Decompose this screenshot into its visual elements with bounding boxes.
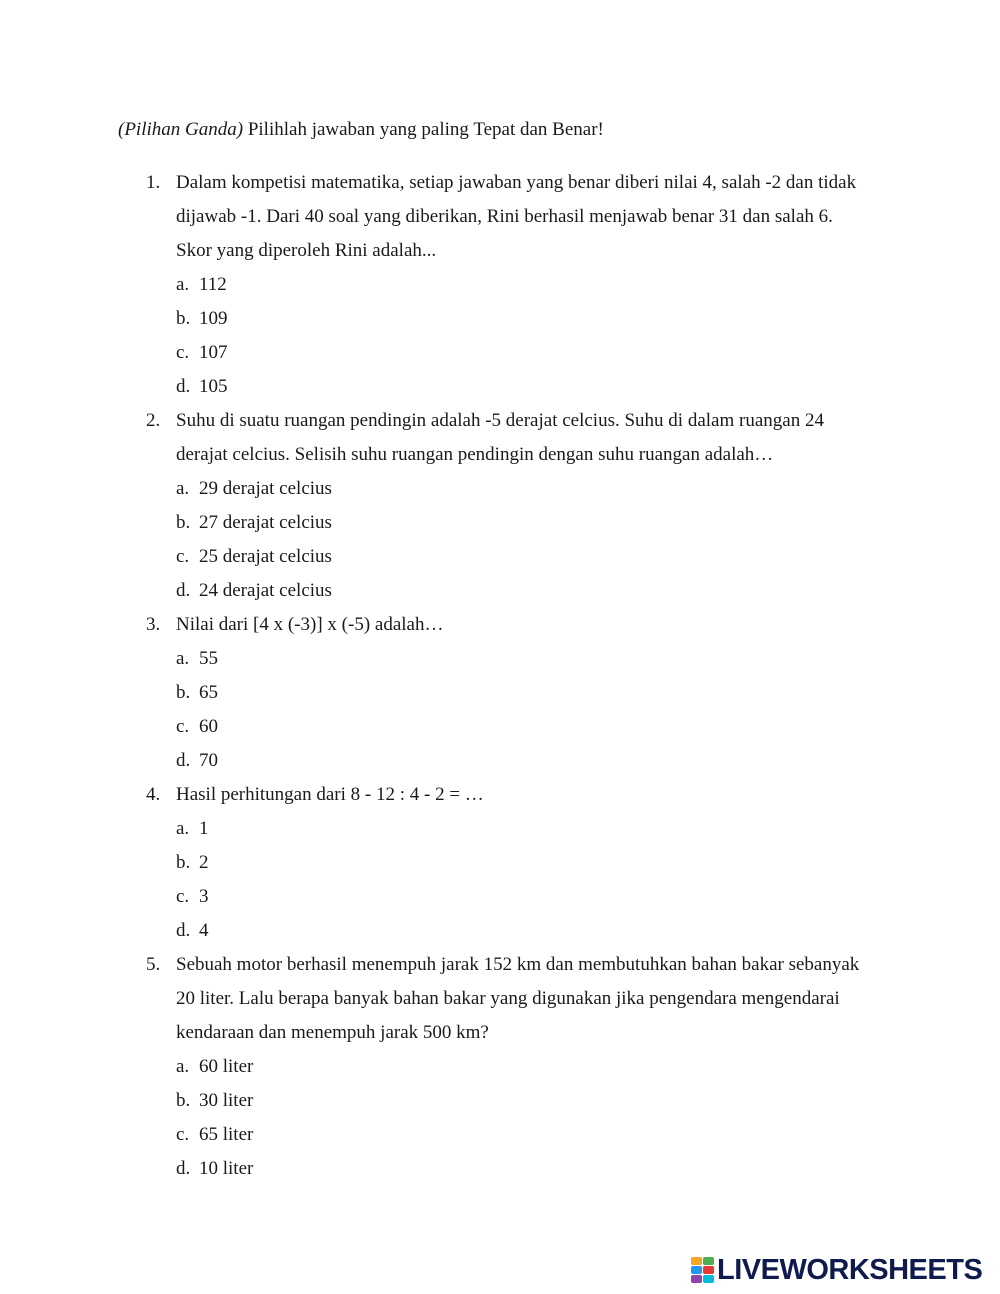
question-text-line: Sebuah motor berhasil menempuh jarak 152 km dan membutuhkan bahan bakar sebanyak <box>176 954 860 975</box>
option-letter: c. <box>176 546 190 567</box>
option-text: 4 <box>199 920 209 941</box>
answer-option[interactable] <box>176 642 891 676</box>
logo-block <box>703 1266 714 1274</box>
answer-option[interactable] <box>176 914 891 948</box>
option-letter: a. <box>176 1056 190 1077</box>
liveworksheets-logo-icon <box>691 1257 714 1283</box>
question-number: 2. <box>146 410 161 431</box>
logo-block <box>703 1257 714 1265</box>
option-text: 109 <box>199 308 228 329</box>
option-letter: a. <box>176 648 190 669</box>
answer-option[interactable] <box>176 574 891 608</box>
answer-option[interactable] <box>176 1084 891 1118</box>
logo-text: LIVEWORKSHEETS <box>717 1254 983 1286</box>
option-text: 27 derajat celcius <box>199 512 332 533</box>
option-letter: d. <box>176 580 191 601</box>
answer-option[interactable] <box>176 1118 891 1152</box>
answer-option[interactable] <box>176 1050 891 1084</box>
question-number: 1. <box>146 172 161 193</box>
option-text: 65 liter <box>199 1124 254 1145</box>
answer-option[interactable] <box>176 506 891 540</box>
question-1 <box>146 166 891 404</box>
answer-option[interactable] <box>176 472 891 506</box>
option-letter: a. <box>176 274 190 295</box>
option-letter: a. <box>176 478 190 499</box>
option-letter: c. <box>176 886 190 907</box>
option-text: 70 <box>199 750 218 771</box>
question-list <box>146 166 891 1186</box>
logo-block <box>691 1257 702 1265</box>
option-letter: b. <box>176 308 191 329</box>
question-text-line: dijawab -1. Dari 40 soal yang diberikan, Rini berhasil menjawab benar 31 dan salah 6. <box>176 206 833 227</box>
option-letter: b. <box>176 512 191 533</box>
question-2 <box>146 404 891 608</box>
option-text: 24 derajat celcius <box>199 580 332 601</box>
answer-option[interactable] <box>176 710 891 744</box>
option-text: 112 <box>199 274 227 295</box>
option-letter: b. <box>176 682 191 703</box>
option-text: 29 derajat celcius <box>199 478 332 499</box>
question-text-line: derajat celcius. Selisih suhu ruangan pendingin dengan suhu ruangan adalah… <box>176 444 774 465</box>
option-text: 107 <box>199 342 228 363</box>
question-5 <box>146 948 891 1186</box>
question-number: 3. <box>146 614 161 635</box>
question-4 <box>146 778 891 948</box>
question-text-line: Hasil perhitungan dari 8 - 12 : 4 - 2 = … <box>176 784 484 805</box>
answer-option[interactable] <box>176 812 891 846</box>
instruction-label: (Pilihan Ganda) <box>118 119 244 140</box>
option-text: 3 <box>199 886 209 907</box>
question-number: 5. <box>146 954 161 975</box>
option-text: 55 <box>199 648 218 669</box>
instruction-text: Pilihlah jawaban yang paling Tepat dan Benar! <box>243 119 604 140</box>
answer-option[interactable] <box>176 302 891 336</box>
option-letter: b. <box>176 852 191 873</box>
question-text-line: Dalam kompetisi matematika, setiap jawaban yang benar diberi nilai 4, salah -2 dan tidak <box>176 172 857 193</box>
question-number: 4. <box>146 784 161 805</box>
question-text-line: Skor yang diperoleh Rini adalah... <box>176 240 437 261</box>
question-text-line: kendaraan dan menempuh jarak 500 km? <box>176 1022 489 1043</box>
option-letter: d. <box>176 376 191 397</box>
option-text: 2 <box>199 852 209 873</box>
option-letter: d. <box>176 750 191 771</box>
answer-option[interactable] <box>176 846 891 880</box>
option-text: 1 <box>199 818 209 839</box>
option-letter: b. <box>176 1090 191 1111</box>
option-text: 105 <box>199 376 228 397</box>
question-text-line: Nilai dari [4 x (-3)] x (-5) adalah… <box>176 614 444 635</box>
answer-option[interactable] <box>176 880 891 914</box>
option-letter: c. <box>176 342 190 363</box>
option-text: 60 <box>199 716 218 737</box>
option-letter: c. <box>176 716 190 737</box>
option-text: 60 liter <box>199 1056 254 1077</box>
answer-option[interactable] <box>176 370 891 404</box>
answer-option[interactable] <box>176 336 891 370</box>
option-text: 25 derajat celcius <box>199 546 332 567</box>
question-3 <box>146 608 891 778</box>
answer-option[interactable] <box>176 1152 891 1186</box>
logo-block <box>691 1266 702 1274</box>
answer-option[interactable] <box>176 268 891 302</box>
option-letter: d. <box>176 920 191 941</box>
option-letter: c. <box>176 1124 190 1145</box>
liveworksheets-logo <box>691 1254 982 1286</box>
answer-option[interactable] <box>176 744 891 778</box>
logo-block <box>703 1275 714 1283</box>
logo-block <box>691 1275 702 1283</box>
option-text: 10 liter <box>199 1158 254 1179</box>
option-letter: a. <box>176 818 190 839</box>
answer-option[interactable] <box>176 676 891 710</box>
question-text-line: 20 liter. Lalu berapa banyak bahan bakar yang digunakan jika pengendara mengendarai <box>176 988 840 1009</box>
question-text-line: Suhu di suatu ruangan pendingin adalah -5 derajat celcius. Suhu di dalam ruangan 24 <box>176 410 824 431</box>
option-text: 30 liter <box>199 1090 254 1111</box>
option-text: 65 <box>199 682 218 703</box>
answer-option[interactable] <box>176 540 891 574</box>
instruction <box>118 118 604 142</box>
option-letter: d. <box>176 1158 191 1179</box>
